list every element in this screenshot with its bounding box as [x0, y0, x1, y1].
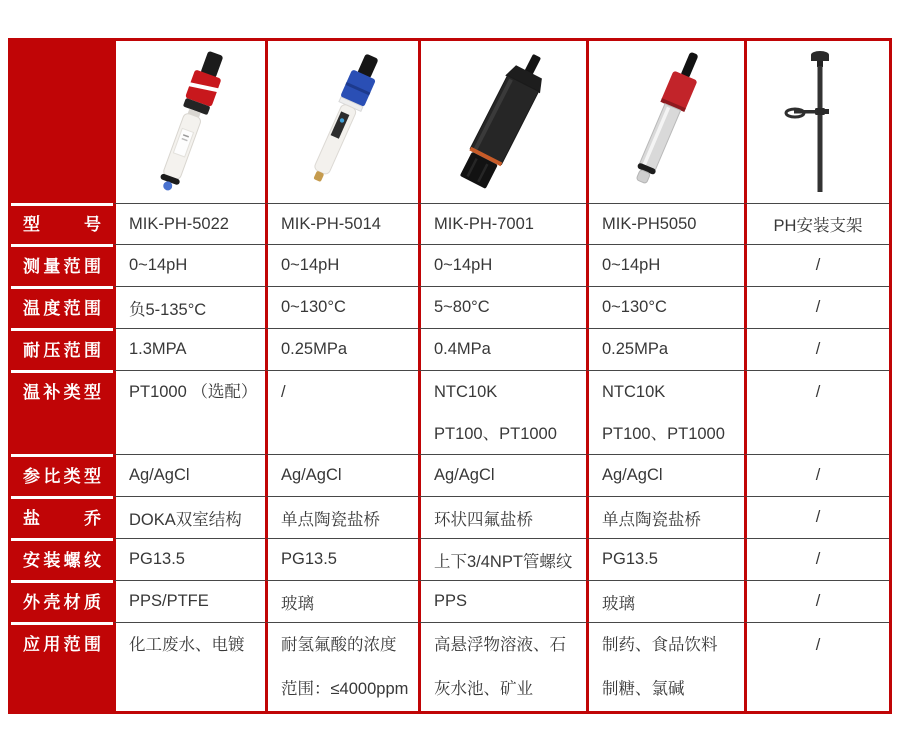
- application-line: /: [815, 636, 821, 654]
- row-header-temp-range: 温度范围: [11, 286, 113, 328]
- cell-application: [744, 622, 889, 711]
- cell-salt-bridge: 单点陶瓷盐桥: [586, 496, 744, 538]
- cell-thread: 上下3/4NPT管螺纹: [418, 538, 586, 580]
- cell-reference: Ag/AgCl: [418, 454, 586, 496]
- cell-temp-range: 0~130°C: [265, 286, 418, 328]
- row-header-model: 型 号: [11, 203, 113, 244]
- ph-sensor-black-icon: [429, 46, 579, 198]
- row-header-thread: 安装螺纹: [11, 538, 113, 580]
- cell-temp-comp: [586, 370, 744, 454]
- application-line: 范围：≤4000ppm: [281, 680, 409, 698]
- application-line: [816, 667, 821, 711]
- cell-application: [113, 622, 265, 711]
- cell-application: [418, 622, 586, 711]
- cell-pressure-range: 0.25MPa: [265, 328, 418, 370]
- cell-salt-bridge: DOKA双室结构: [113, 496, 265, 538]
- cell-measure-range: /: [744, 244, 889, 286]
- application-line: 制药、食品饮料: [602, 636, 718, 654]
- cell-shell: 玻璃: [586, 580, 744, 622]
- application-line: 化工废水、电镀: [129, 636, 245, 654]
- application-line: [129, 667, 245, 711]
- row-measure-range: [11, 244, 889, 286]
- cell-pressure-range: 0.25MPa: [586, 328, 744, 370]
- row-reference: [11, 454, 889, 496]
- cell-thread: PG13.5: [113, 538, 265, 580]
- row-header-application: 应用范围: [11, 622, 113, 711]
- product-image-mik-ph-5014: [265, 41, 418, 203]
- row-header-measure-range: 测量范围: [11, 244, 113, 286]
- cell-reference: Ag/AgCl: [586, 454, 744, 496]
- row-header-shell: 外壳材质: [11, 580, 113, 622]
- temp-comp-line: NTC10K: [602, 383, 666, 401]
- cell-measure-range: 0~14pH: [586, 244, 744, 286]
- temp-comp-line: PT100、PT1000: [434, 425, 557, 443]
- cell-pressure-range: 1.3MPA: [113, 328, 265, 370]
- row-temp-range: [11, 286, 889, 328]
- row-header-reference: 参比类型: [11, 454, 113, 496]
- cell-shell: 玻璃: [265, 580, 418, 622]
- cell-shell: PPS: [418, 580, 586, 622]
- cell-measure-range: 0~14pH: [113, 244, 265, 286]
- temp-comp-line: /: [815, 383, 821, 401]
- application-line: 灰水池、矿业: [434, 680, 533, 698]
- cell-application: [265, 622, 418, 711]
- cell-reference: Ag/AgCl: [113, 454, 265, 496]
- cell-measure-range: 0~14pH: [265, 244, 418, 286]
- cell-temp-comp: [418, 370, 586, 454]
- ph-electrode-blue-white-icon: [273, 46, 413, 198]
- row-header-salt-bridge: 盐 乔: [11, 496, 113, 538]
- cell-application: [586, 622, 744, 711]
- row-application: [11, 622, 889, 711]
- row-header-temp-comp: 温补类型: [11, 370, 113, 454]
- cell-measure-range: 0~14pH: [418, 244, 586, 286]
- cell-temp-range: 负5-135°C: [113, 286, 265, 328]
- product-image-ph-bracket: [744, 41, 889, 203]
- row-model: [11, 203, 889, 244]
- spec-table: [8, 38, 892, 714]
- cell-model: MIK-PH-5022: [113, 203, 265, 244]
- application-line: 高悬浮物溶液、石: [434, 636, 566, 654]
- product-image-mik-ph-5022: [113, 41, 265, 203]
- cell-temp-range: /: [744, 286, 889, 328]
- temp-comp-line: [129, 413, 257, 454]
- cell-salt-bridge: 单点陶瓷盐桥: [265, 496, 418, 538]
- cell-thread: PG13.5: [586, 538, 744, 580]
- mounting-bracket-icon: [748, 46, 888, 198]
- row-temp-comp: [11, 370, 889, 454]
- temp-comp-line: PT1000 （选配）: [129, 383, 258, 401]
- temp-comp-line: PT100、PT1000: [602, 425, 725, 443]
- cell-shell: /: [744, 580, 889, 622]
- ph-electrode-red-steel-icon: [597, 46, 737, 198]
- image-row: [11, 41, 889, 203]
- cell-pressure-range: /: [744, 328, 889, 370]
- temp-comp-line: /: [281, 383, 286, 401]
- cell-temp-comp: [113, 370, 265, 454]
- cell-thread: /: [744, 538, 889, 580]
- cell-salt-bridge: 环状四氟盐桥: [418, 496, 586, 538]
- application-line: 制糖、氯碱: [602, 680, 685, 698]
- cell-reference: /: [744, 454, 889, 496]
- cell-shell: PPS/PTFE: [113, 580, 265, 622]
- row-pressure-range: [11, 328, 889, 370]
- cell-reference: Ag/AgCl: [265, 454, 418, 496]
- ph-electrode-red-white-icon: [121, 46, 261, 198]
- header-blank-cell: [11, 41, 113, 203]
- cell-pressure-range: 0.4MPa: [418, 328, 586, 370]
- cell-model: MIK-PH-7001: [418, 203, 586, 244]
- row-shell: [11, 580, 889, 622]
- cell-temp-range: 0~130°C: [586, 286, 744, 328]
- application-line: 耐氢氟酸的浓度: [281, 636, 397, 654]
- cell-temp-comp: [744, 370, 889, 454]
- cell-model: MIK-PH-5014: [265, 203, 418, 244]
- product-image-mik-ph5050: [586, 41, 744, 203]
- cell-salt-bridge: /: [744, 496, 889, 538]
- row-header-pressure-range: 耐压范围: [11, 328, 113, 370]
- cell-temp-range: 5~80°C: [418, 286, 586, 328]
- cell-model: PH安装支架: [744, 203, 889, 244]
- temp-comp-line: [281, 413, 286, 454]
- product-image-mik-ph-7001: [418, 41, 586, 203]
- cell-model: MIK-PH5050: [586, 203, 744, 244]
- temp-comp-line: [816, 413, 821, 454]
- row-thread: [11, 538, 889, 580]
- cell-thread: PG13.5: [265, 538, 418, 580]
- cell-temp-comp: [265, 370, 418, 454]
- temp-comp-line: NTC10K: [434, 383, 498, 401]
- row-salt-bridge: [11, 496, 889, 538]
